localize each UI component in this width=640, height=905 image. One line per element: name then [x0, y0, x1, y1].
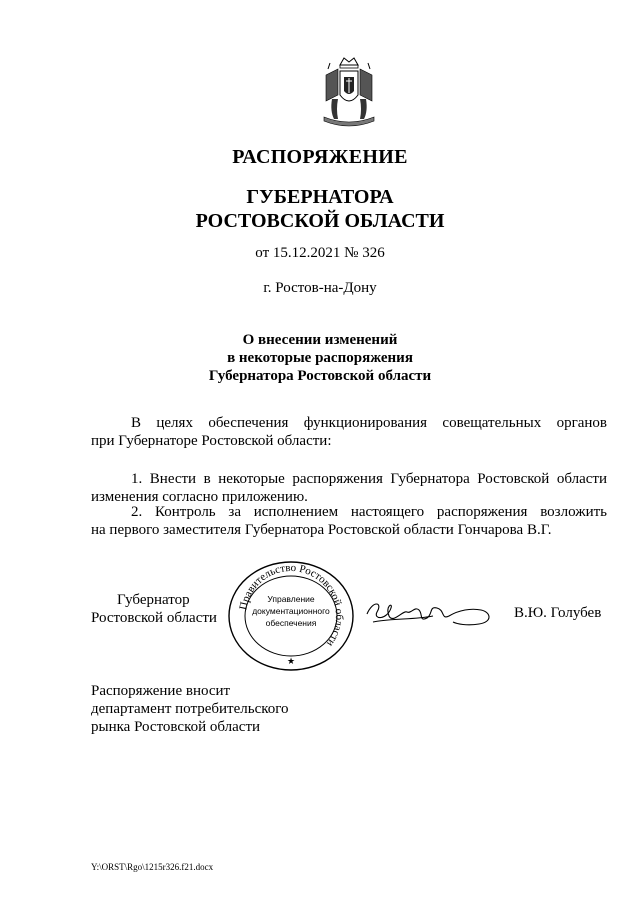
intro-paragraph: [91, 414, 607, 450]
signatory-position: [91, 591, 217, 627]
stamp-inner-line: Управление: [267, 594, 315, 604]
contributor-block: [91, 682, 289, 736]
file-path: Y:\ORST\Rgo\1215r326.f21.docx: [91, 862, 214, 872]
contributor-line: Распоряжение вносит: [91, 683, 231, 699]
stamp-outer-text: Правительство Ростовской области: [237, 561, 346, 649]
paragraph-line: 2. Контроль за исполнением настоящего распоряжения возложить: [131, 504, 607, 520]
subject-line: О внесении изменений: [242, 332, 398, 348]
stamp-star-icon: ★: [286, 656, 296, 666]
issuer-line: ГУБЕРНАТОРА: [246, 186, 394, 208]
signatory-name: В.Ю. Голубев: [514, 605, 602, 621]
document-type-title: РАСПОРЯЖЕНИЕ: [232, 146, 408, 168]
stamp-inner-line: документационного: [252, 606, 330, 616]
official-stamp: [226, 560, 356, 672]
paragraph-line: при Губернаторе Ростовской области:: [91, 433, 332, 449]
paragraph-line: В целях обеспечения функционирования совещательных органов: [131, 415, 607, 431]
item-2-paragraph: [91, 503, 607, 539]
contributor-line: рынка Ростовской области: [91, 719, 261, 735]
handwritten-signature: [363, 592, 495, 632]
subject-line: Губернатора Ростовской области: [208, 368, 432, 384]
paragraph-line: на первого заместителя Губернатора Ростовской области Гончарова В.Г.: [91, 522, 552, 538]
stamp-inner-line: обеспечения: [265, 618, 317, 628]
paragraph-line: 1. Внести в некоторые распоряжения Губернатора Ростовской области: [131, 471, 607, 487]
position-line: Ростовской области: [91, 610, 217, 626]
contributor-line: департамент потребительского: [91, 701, 289, 717]
issuer-title: [0, 185, 640, 233]
subject-line: в некоторые распоряжения: [227, 350, 413, 366]
document-subject: [0, 331, 640, 385]
item-1-paragraph: [91, 470, 607, 506]
date-number: от 15.12.2021 № 326: [255, 245, 385, 261]
position-line: Губернатор: [117, 592, 190, 608]
paragraph-line: изменения согласно приложению.: [91, 489, 308, 505]
issuer-line: РОСТОВСКОЙ ОБЛАСТИ: [195, 210, 445, 232]
city: г. Ростов-на-Дону: [263, 280, 377, 296]
coat-of-arms-icon: [318, 55, 380, 127]
